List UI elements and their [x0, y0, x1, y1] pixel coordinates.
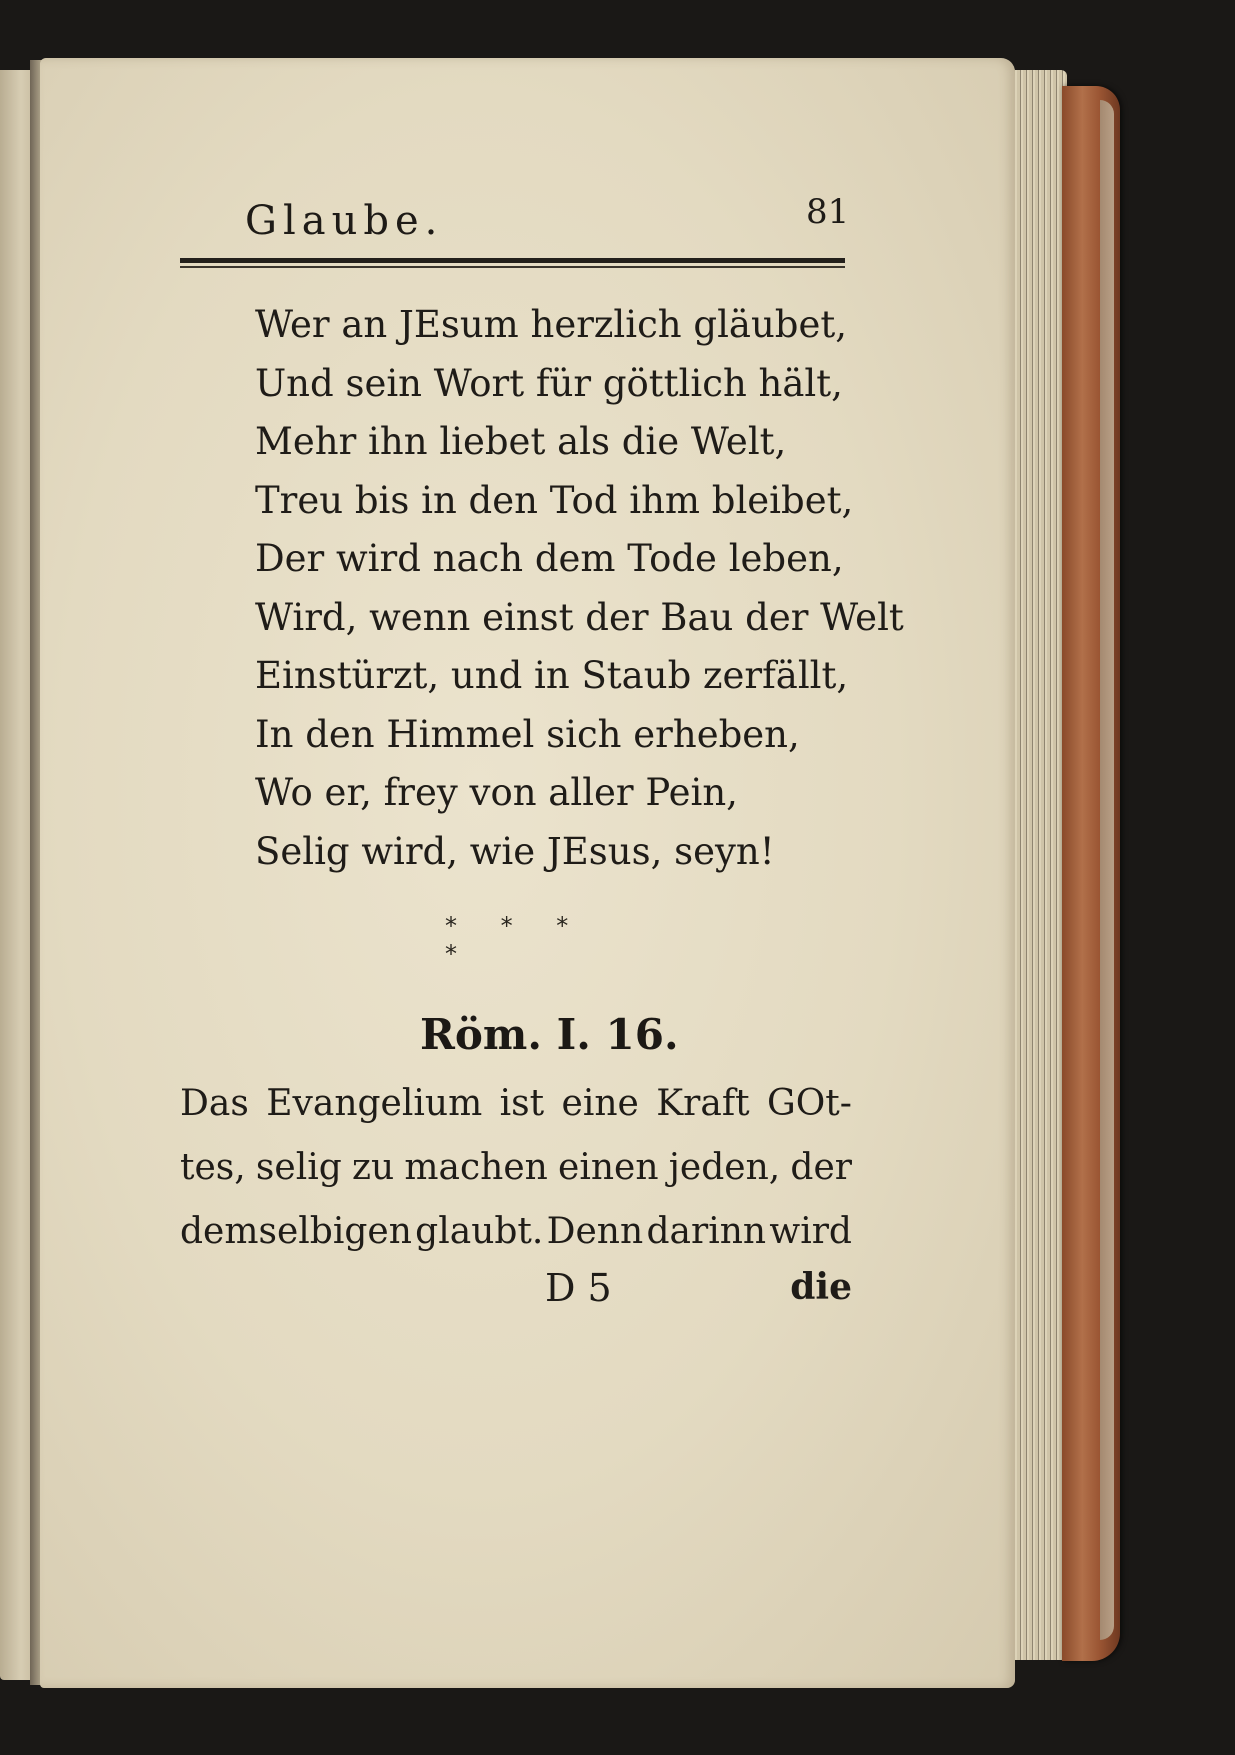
header-rule — [180, 258, 845, 263]
prose-word: glaubt. — [415, 1211, 544, 1252]
prose-line — [180, 1136, 852, 1200]
prose-word: Denn — [546, 1211, 644, 1252]
prose-word: demselbigen — [180, 1211, 412, 1252]
catchword: die — [790, 1266, 852, 1308]
verse-line: Wer an JEsum herzlich gläubet, — [255, 303, 848, 346]
verse-line: Mehr ihn liebet als die Welt, — [255, 420, 787, 463]
ornament-text: * * * * — [445, 912, 587, 968]
prose-word: wird — [769, 1211, 852, 1252]
prose-word: ist — [499, 1083, 545, 1124]
page-footer — [180, 1266, 852, 1326]
prose-line — [180, 1072, 852, 1136]
prose-word: eine — [561, 1083, 639, 1124]
prose-word: jeden, — [668, 1147, 781, 1188]
verse-line: Einstürzt, und in Staub zerfällt, — [255, 654, 849, 697]
prose-word: darinn — [646, 1211, 767, 1252]
signature-mark: D 5 — [545, 1266, 612, 1310]
verse-line: Wird, wenn einst der Bau der Welt — [255, 595, 904, 639]
scripture-text — [180, 1072, 852, 1264]
page-number: 81 — [806, 192, 850, 232]
prose-word: zu — [352, 1147, 395, 1188]
verse-line: Und sein Wort für göttlich hält, — [255, 361, 843, 405]
prose-word: GOt- — [767, 1083, 852, 1124]
asterism-ornament — [445, 912, 595, 968]
prose-word: einen — [558, 1147, 659, 1188]
verse-line: Treu bis in den Tod ihm bleibet, — [255, 478, 854, 522]
cover-worn-edge — [1100, 100, 1114, 1640]
prose-word: tes, — [180, 1147, 246, 1188]
prose-word: der — [790, 1147, 852, 1188]
verse-line: Wo er, frey von aller Pein, — [255, 771, 738, 814]
verse-line: Selig wird, wie JEsus, seyn! — [255, 829, 775, 873]
header-rule-thin — [180, 266, 845, 268]
verse-line: Der wird nach dem Tode leben, — [255, 537, 844, 580]
prose-line — [180, 1200, 852, 1264]
verse-line: In den Himmel sich erheben, — [255, 712, 800, 756]
prose-word: selig — [255, 1147, 342, 1188]
hymn-verse — [255, 296, 904, 881]
running-title: Glaube. — [245, 198, 444, 244]
prose-word: Evangelium — [266, 1083, 483, 1124]
scripture-citation: Röm. I. 16. — [420, 1010, 679, 1059]
prose-word: Das — [180, 1083, 249, 1124]
prose-word: machen — [404, 1147, 548, 1188]
prose-word: Kraft — [656, 1083, 750, 1124]
